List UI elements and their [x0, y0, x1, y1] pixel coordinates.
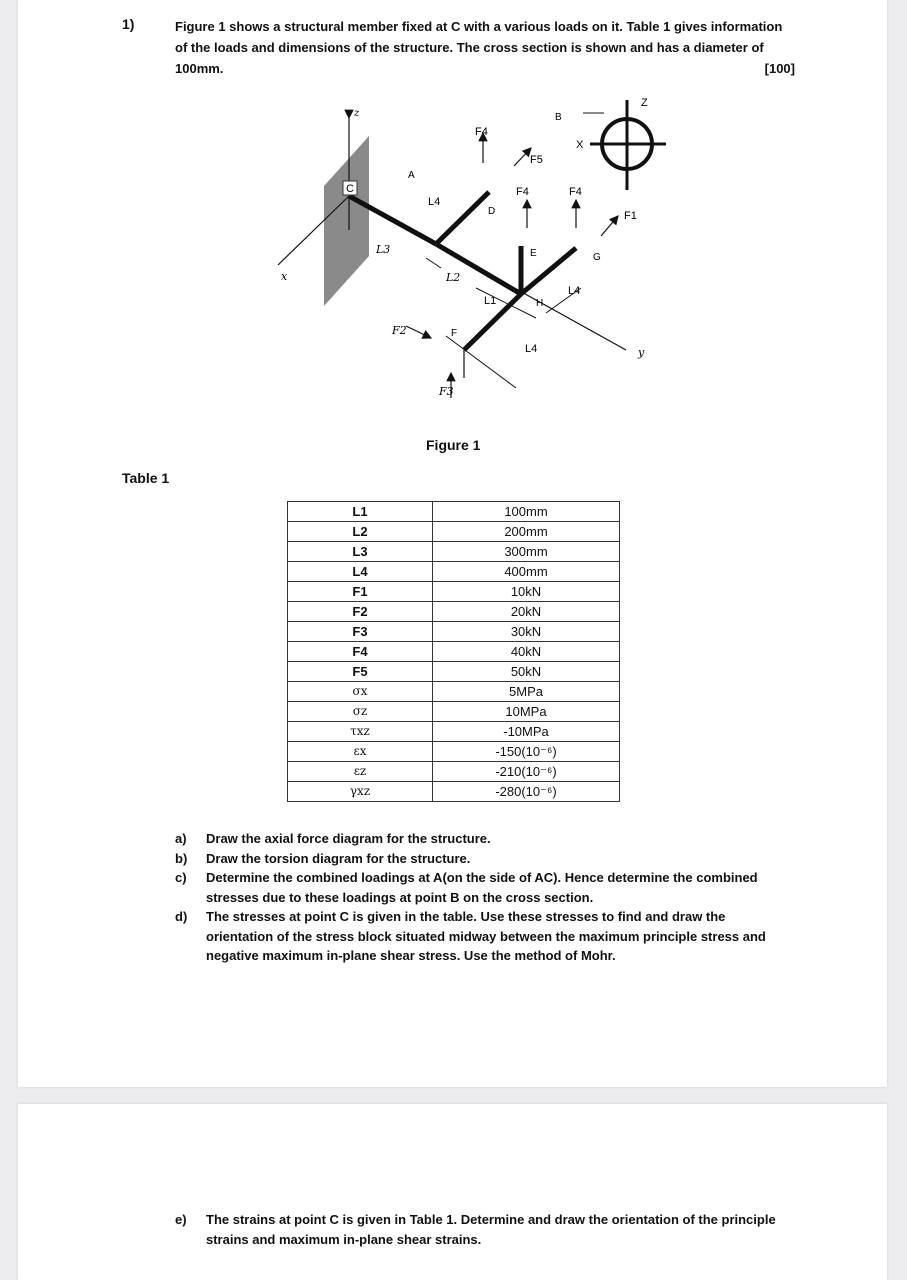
table-value: 30kN — [433, 622, 620, 642]
part-e-text: The strains at point C is given in Table 1. Determine and draw the orientation of the principle strains and maximum in-plane shear strains. — [206, 1212, 776, 1247]
label-L3: L3 — [376, 243, 391, 256]
label-L4-c: L4 — [525, 343, 538, 355]
part-a-text: Draw the axial force diagram for the structure. — [206, 831, 491, 846]
label-F2: F2 — [392, 324, 407, 337]
table-key: γxz — [288, 782, 433, 802]
table-key: L2 — [288, 522, 433, 542]
table-key: F2 — [288, 602, 433, 622]
table-key: F4 — [288, 642, 433, 662]
table-key: σx — [288, 682, 433, 702]
table-row — [288, 522, 620, 542]
table-key: F1 — [288, 582, 433, 602]
label-x: x — [281, 270, 288, 283]
table-value: -210(10⁻⁶) — [433, 762, 620, 782]
table-row — [288, 602, 620, 622]
fixed-wall — [324, 136, 369, 306]
table-row — [288, 562, 620, 582]
table-value: 20kN — [433, 602, 620, 622]
label-L2: L2 — [446, 271, 461, 284]
table-row — [288, 782, 620, 802]
table-row — [288, 502, 620, 522]
table-value: 50kN — [433, 662, 620, 682]
member-ae — [436, 244, 521, 294]
label-H: H — [536, 298, 544, 309]
table-value: 40kN — [433, 642, 620, 662]
table-key: F5 — [288, 662, 433, 682]
page-2 — [18, 1104, 887, 1280]
part-b-label: b) — [175, 850, 188, 866]
table-row — [288, 742, 620, 762]
table-key: εz — [288, 762, 433, 782]
table-row — [288, 662, 620, 682]
table-row — [288, 702, 620, 722]
label-L1: L1 — [484, 295, 497, 307]
table-value: 10kN — [433, 582, 620, 602]
label-L4-b: L4 — [568, 285, 581, 297]
label-D: D — [488, 206, 496, 217]
marks: [100] — [764, 61, 795, 76]
part-e-label: e) — [175, 1212, 187, 1227]
part-a-label: a) — [175, 831, 187, 846]
table-value: 100mm — [433, 502, 620, 522]
page-1 — [18, 0, 887, 1087]
label-C: C — [346, 183, 354, 195]
part-d-text: The stresses at point C is given in the table. Use these stresses to find and draw the orientation of the stress block situated midway between the maximum principle stress and negative maximum in-plane shear stress. Use the method of Mohr. — [206, 909, 766, 963]
label-G: G — [593, 252, 601, 263]
label-L4-a: L4 — [428, 196, 441, 208]
table-value: 300mm — [433, 542, 620, 562]
question-number: 1) — [122, 16, 135, 32]
table-value: -150(10⁻⁶) — [433, 742, 620, 762]
table-key: εx — [288, 742, 433, 762]
part-c-text: Determine the combined loadings at A(on the side of AC). Hence determine the combined stresses due to these loadings at point B on the cross section. — [206, 870, 758, 905]
table-key: L3 — [288, 542, 433, 562]
table-key: F3 — [288, 622, 433, 642]
part-c-label: c) — [175, 870, 187, 885]
table-label: Table 1 — [122, 470, 170, 486]
table-key: L4 — [288, 562, 433, 582]
table-row — [288, 582, 620, 602]
figure-caption: Figure 1 — [426, 437, 481, 453]
label-y: y — [638, 346, 645, 359]
label-F4-mid: F4 — [516, 186, 529, 198]
label-F4-right: F4 — [569, 186, 582, 198]
member-ad — [436, 192, 489, 244]
table-row — [288, 722, 620, 742]
table-value: 5MPa — [433, 682, 620, 702]
table-row — [288, 622, 620, 642]
table-row — [288, 642, 620, 662]
label-B: B — [555, 112, 562, 123]
table-row — [288, 762, 620, 782]
table-value: -280(10⁻⁶) — [433, 782, 620, 802]
table-value: 10MPa — [433, 702, 620, 722]
label-E: E — [530, 248, 537, 259]
part-d-label: d) — [175, 909, 188, 924]
table-value: 400mm — [433, 562, 620, 582]
table-row — [288, 682, 620, 702]
label-F5: F5 — [530, 154, 543, 166]
table-key: σz — [288, 702, 433, 722]
label-F1: F1 — [624, 210, 637, 222]
table-value: -10MPa — [433, 722, 620, 742]
label-F: F — [451, 328, 458, 339]
label-Z-section: Z — [641, 97, 648, 109]
label-F4-top: F4 — [475, 126, 488, 138]
table-key: τxz — [288, 722, 433, 742]
label-F3: F3 — [439, 385, 454, 398]
table-row — [288, 542, 620, 562]
table-key: L1 — [288, 502, 433, 522]
structure-figure — [246, 88, 676, 418]
label-A: A — [408, 170, 415, 181]
intro-text: Figure 1 shows a structural member fixed at C with a various loads on it. Table 1 gives information of the loads and dimensions of the structure. The cross section is shown and has a diameter of 100mm. — [175, 19, 783, 76]
part-b-text: Draw the torsion diagram for the structure. — [206, 850, 471, 866]
data-table — [287, 501, 620, 802]
table-value: 200mm — [433, 522, 620, 542]
question-intro — [175, 16, 795, 79]
label-X-section: X — [576, 139, 584, 151]
label-z: z — [354, 108, 360, 119]
